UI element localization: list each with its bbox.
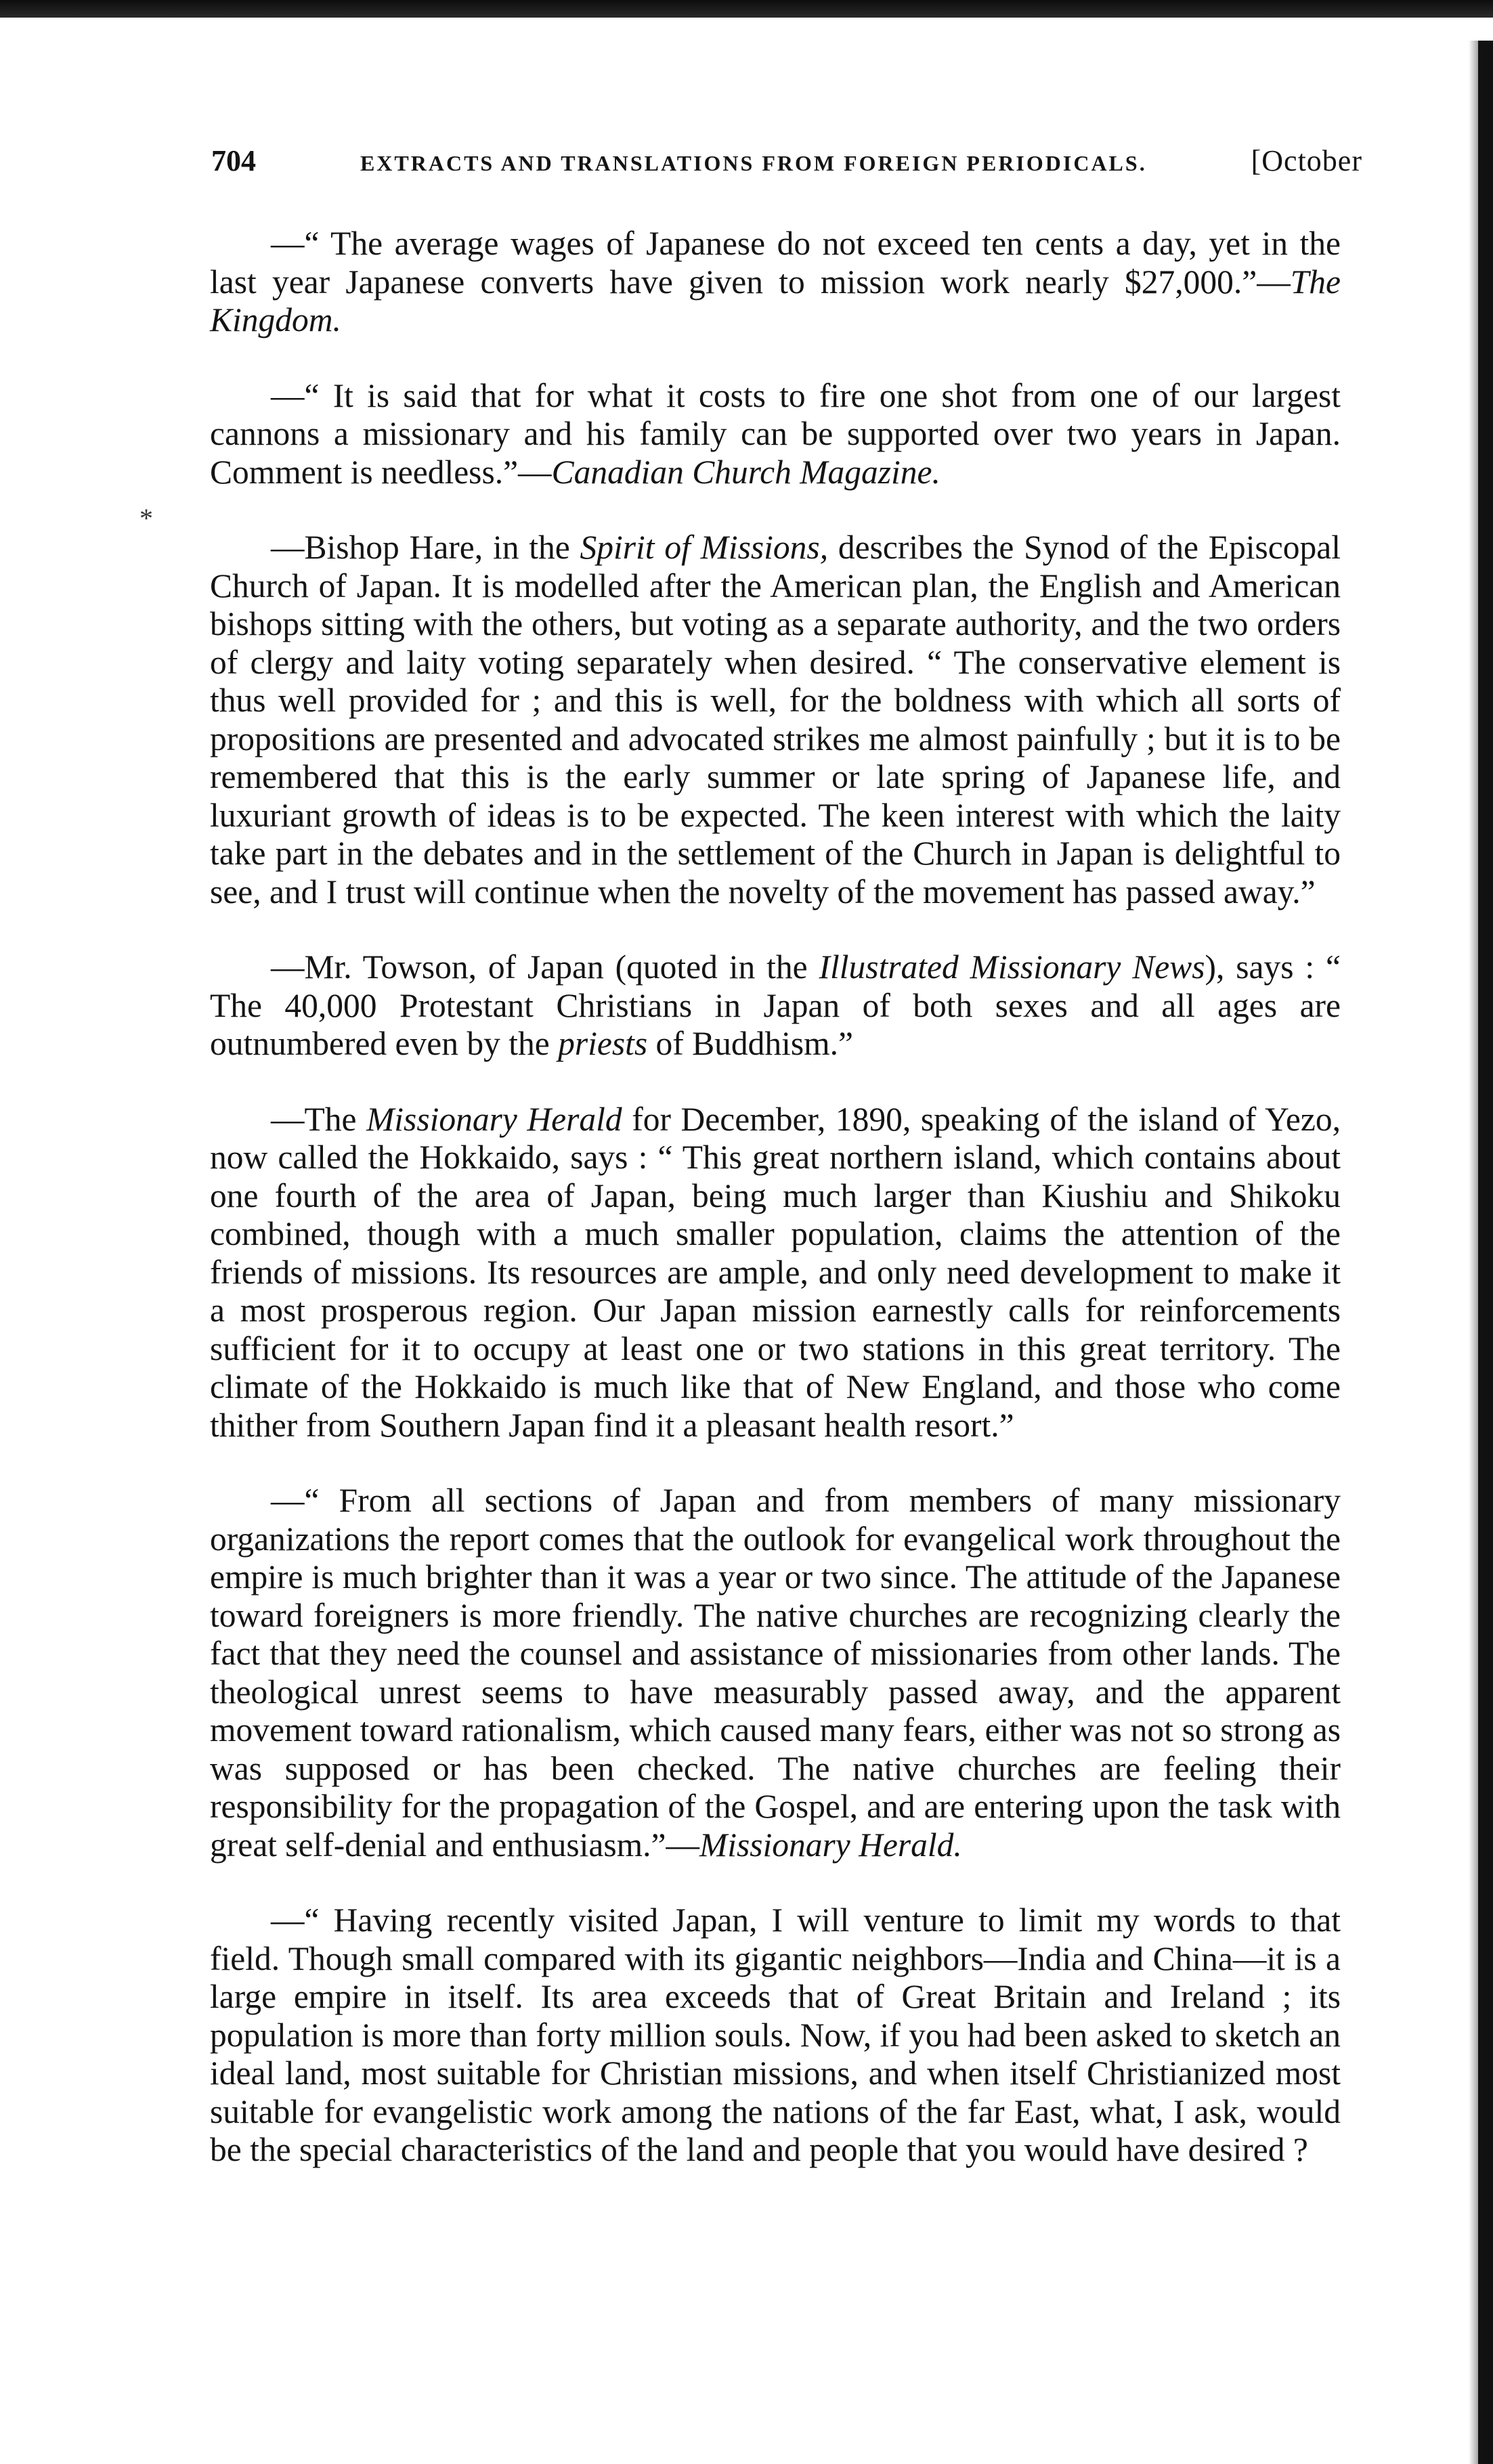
running-header xyxy=(211,144,1362,178)
paragraph-hokkaido xyxy=(210,1101,1341,1445)
citation-source: The Kingdom. xyxy=(210,263,1341,338)
paragraph-bishop-hare xyxy=(210,529,1341,911)
periodical-title: Illustrated Missionary News xyxy=(819,948,1205,986)
paragraph-text: —Mr. Towson, of Japan (quoted in the xyxy=(271,948,819,986)
paragraph-text: —“ Having recently visited Japan, I will venture to limit my words to that field. Though small compared with its gigantic neighbors—India and China—it is a large empire in itself. Its area exceeds that of Great Britain and Ireland ; its population is more than forty million souls. Now, if you had been asked to sketch an ideal land, most suitable for Christian missions, and when itself Christianized most suitable for evangelistic work among the nations of the far East, what, I ask, would be the special characteristics of the land and people that you would have desired ? xyxy=(210,1901,1341,2168)
citation-source: Canadian Church Magazine. xyxy=(551,453,940,491)
paragraph-outlook xyxy=(210,1482,1341,1864)
paragraph-text: —Bishop Hare, in the xyxy=(271,529,580,566)
periodical-title: Spirit of Missions, xyxy=(580,529,829,566)
paragraph-text: —“ From all sections of Japan and from members of many missionary organizations the report comes that the outlook for evangelical work throughout the empire is much brighter than it was a year or two since. The attitude of the Japanese toward foreigners is more friendly. The native churches are recognizing clearly the fact that they need the counsel and assistance of missionaries from other lands. The theological unrest seems to have measurably passed away, and the apparent movement toward rationalism, which caused many fears, either was not so strong as was supposed or has been checked. The native churches are feeling their responsibility for the propagation of the Gospel, and are entering upon the task with great self-denial and enthusiasm.”— xyxy=(210,1482,1341,1864)
paragraph-text: of Buddhism.” xyxy=(647,1025,854,1062)
paragraph-wages xyxy=(210,225,1341,340)
paragraph-text: describes the Synod of the Episcopal Church of Japan. It is modelled after the American plan, the English and American bishops sitting with the others, but voting as a separate authority, and the two orders of clergy and laity voting separately when desired. “ The conservative element is thus well provided for ; and this is well, for the boldness with which all sorts of propositions are presented and advocated strikes me almost painfully ; but it is to be remembered that this is the early summer or late spring of Japanese life, and luxuriant growth of ideas is to be expected. The keen interest with which the laity take part in the debates and in the settlement of the Church in Japan is delightful to see, and I trust will continue when the novelty of the movement has passed away.” xyxy=(210,529,1341,910)
paragraph-visited-japan xyxy=(210,1901,1341,2170)
emphasis-text: priests xyxy=(558,1025,648,1062)
paragraph-cannon-cost xyxy=(210,377,1341,492)
running-month: [October xyxy=(1251,144,1362,177)
citation-source: Missionary Herald. xyxy=(699,1826,962,1864)
article-body xyxy=(210,225,1341,2170)
margin-annotation-mark: * xyxy=(139,503,153,533)
running-title: EXTRACTS AND TRANSLATIONS FROM FOREIGN PERIODICALS. xyxy=(360,151,1147,175)
paragraph-text: ), says : “ The 40,000 Protestant Christians in Japan of both sexes and all ages are outnumbered even by the xyxy=(210,948,1341,1062)
paragraph-text: —“ It is said that for what it costs to fire one shot from one of our largest cannons a missionary and his family can be supported over two years in Japan. Comment is needless.”— xyxy=(210,376,1341,491)
paragraph-text: —“ The average wages of Japanese do not exceed ten cents a day, yet in the last year Japanese converts have given to mission work nearly $27,000.”— xyxy=(210,225,1341,301)
periodical-title: Missionary Herald xyxy=(366,1100,622,1138)
paragraph-text: for December, 1890, speaking of the island of Yezo, now called the Hokkaido, says : “ This great northern island, which contains about one fourth of the area of Japan, being much larger than Kiushiu and Shikoku combined, though with a much smaller population, claims the attention of the friends of missions. Its resources are ample, and only need development to make it a most prosperous region. Our Japan mission earnestly calls for reinforcements sufficient for it to occupy at least one or two stations in this great territory. The climate of the Hokkaido is much like that of New England, and those who come thither from Southern Japan find it a pleasant health resort.” xyxy=(210,1100,1341,1444)
paragraph-towson xyxy=(210,948,1341,1063)
paragraph-text: —The xyxy=(271,1100,367,1138)
page-number: 704 xyxy=(211,144,256,177)
